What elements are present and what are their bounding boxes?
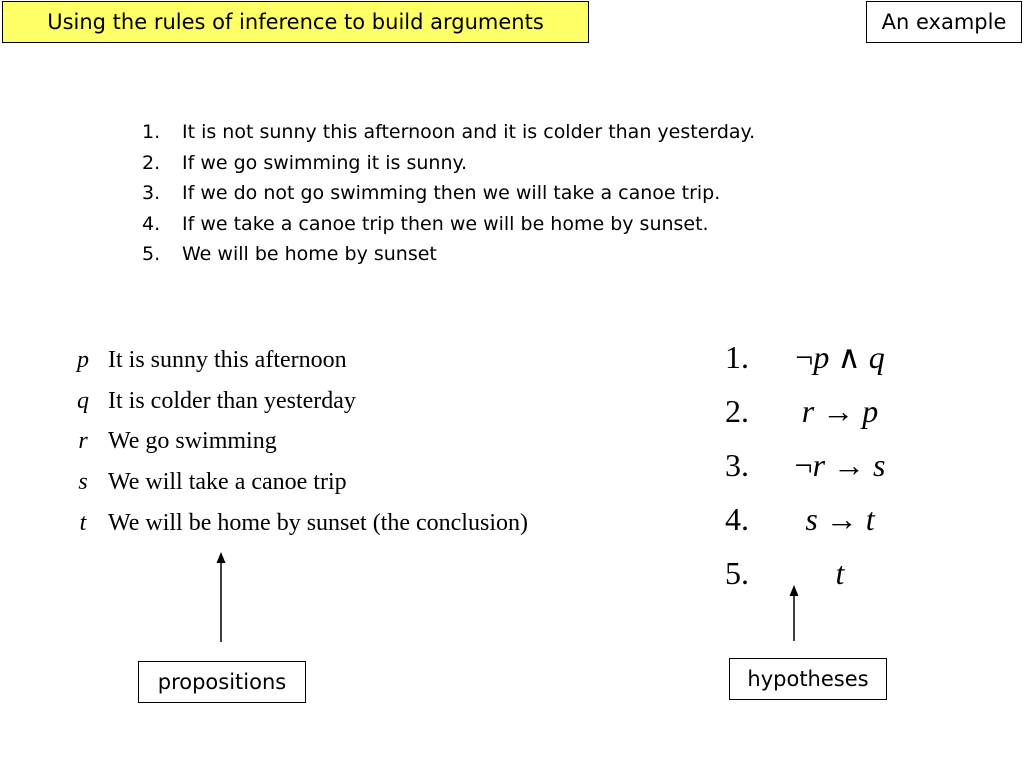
hypothesis-number: 3. — [725, 447, 749, 483]
hypothesis-formula: t — [835, 555, 845, 591]
statement-text: If we go swimming it is sunny. — [182, 151, 468, 174]
proposition-variable: q — [77, 387, 89, 414]
hypothesis-formula: r → p — [801, 393, 879, 429]
proposition-variable: p — [77, 347, 89, 373]
hypotheses-label — [729, 658, 887, 700]
propositions-label-text: propositions — [157, 670, 287, 694]
propositions-arrow — [217, 552, 226, 642]
statement-text: It is not sunny this afternoon and it is colder than yesterday. — [182, 121, 756, 143]
proposition-variable: s — [78, 469, 88, 496]
hypothesis-number: 5. — [725, 555, 749, 591]
proposition-variable: r — [78, 428, 88, 455]
hypotheses-arrow — [790, 585, 799, 641]
slide-title-text: Using the rules of inference to build arguments — [47, 10, 544, 34]
statement-text: If we do not go swimming then we will take a canoe trip. — [182, 182, 721, 204]
statement-text: If we take a canoe trip then we will be home by sunset. — [182, 212, 709, 235]
statement-number: 5. — [142, 243, 161, 265]
statement-number: 3. — [142, 182, 161, 204]
statement-number: 2. — [142, 151, 161, 174]
statement-number: 1. — [142, 121, 161, 143]
hypothesis-number: 1. — [725, 339, 749, 375]
proposition-text: We go swimming — [108, 428, 277, 455]
proposition-text: We will be home by sunset (the conclusion) — [108, 509, 528, 536]
hypotheses-label-text: hypotheses — [747, 667, 869, 691]
proposition-text: It is sunny this afternoon — [108, 347, 347, 373]
hypothesis-number: 4. — [725, 501, 749, 537]
statement-number: 4. — [142, 212, 161, 235]
proposition-variable: t — [79, 509, 87, 536]
hypothesis-formula: ¬r → s — [794, 447, 886, 483]
statement-text: We will be home by sunset — [182, 243, 437, 265]
proposition-text: It is colder than yesterday — [108, 387, 356, 414]
proposition-text: We will take a canoe trip — [108, 469, 347, 496]
propositions-label — [138, 661, 306, 703]
hypothesis-formula: s → t — [805, 501, 875, 537]
hypothesis-formula: ¬p ∧ q — [795, 339, 885, 375]
hypothesis-number: 2. — [725, 393, 749, 429]
example-label-text: An example — [881, 10, 1007, 34]
